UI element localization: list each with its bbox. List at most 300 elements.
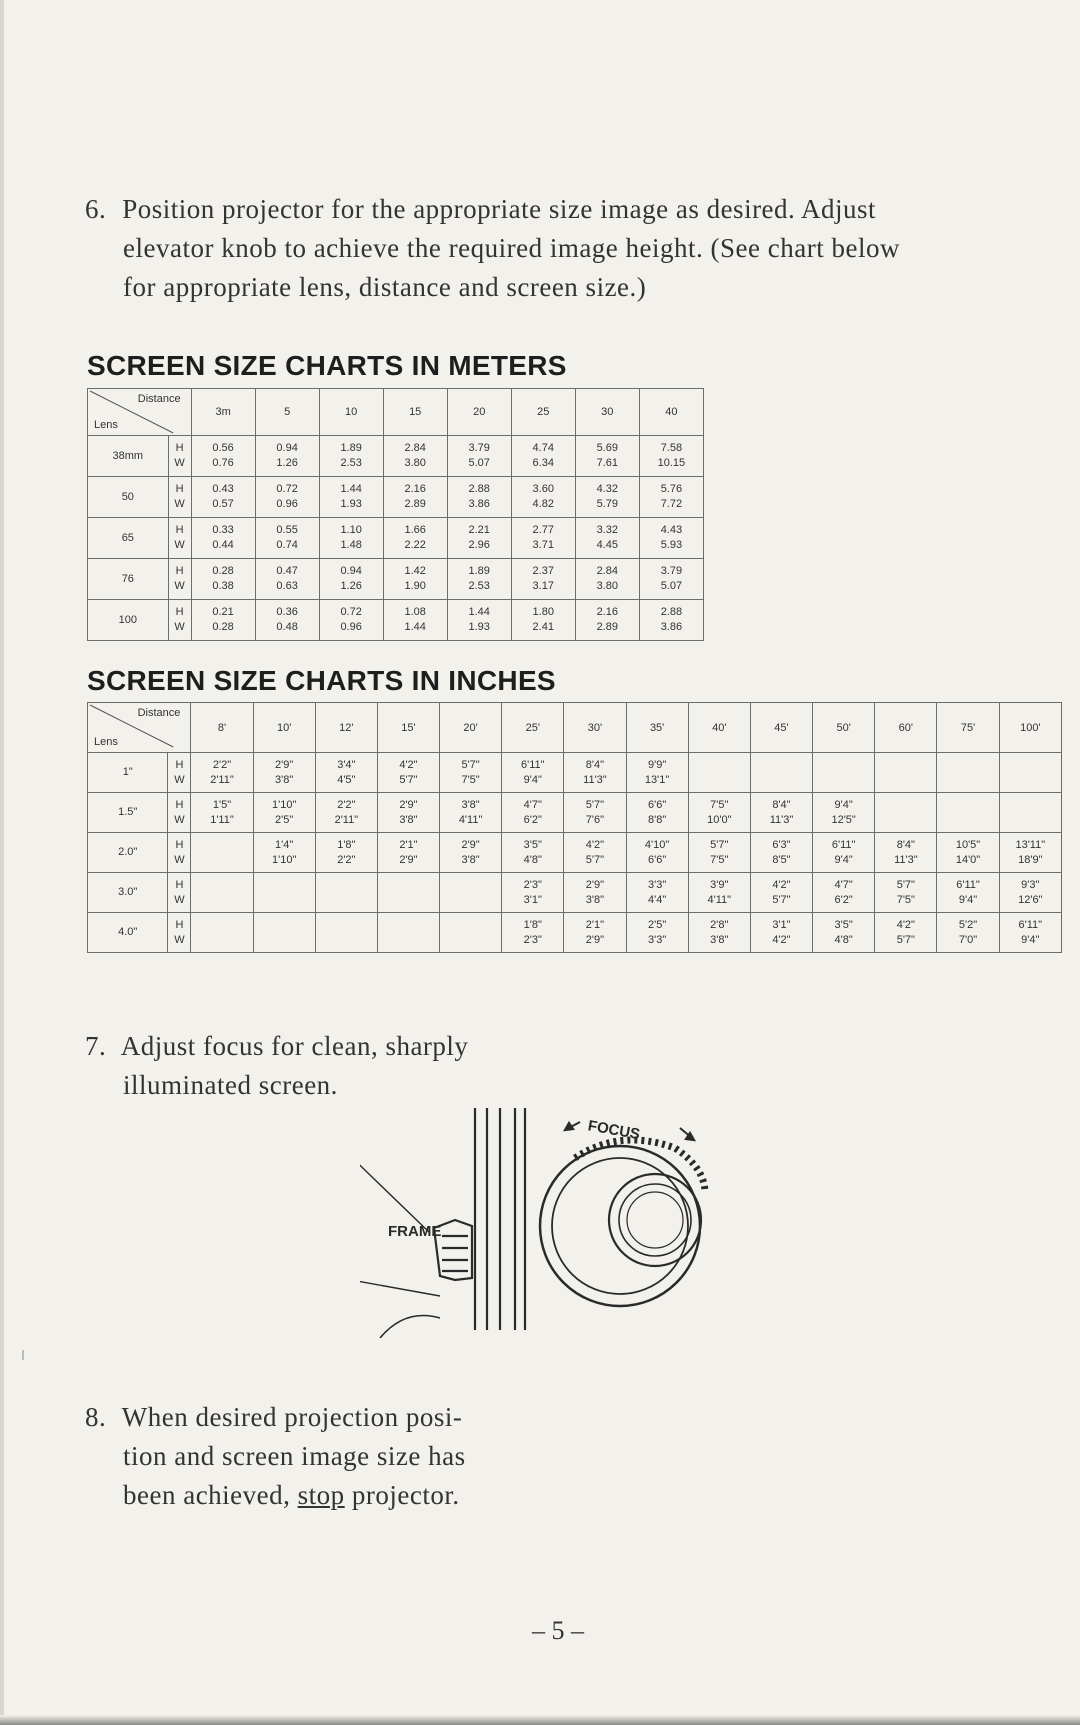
width-value: 12'6" xyxy=(1018,893,1043,906)
m-size-cell xyxy=(639,559,703,600)
step-6-number: 6. xyxy=(85,194,107,224)
m-size-cell xyxy=(255,477,319,518)
m-size-cell xyxy=(319,559,383,600)
width-value: 2'2" xyxy=(337,853,356,866)
i-size-cell xyxy=(750,793,812,833)
height-value: 2'9" xyxy=(399,798,418,811)
height-value: 2'3" xyxy=(523,878,542,891)
width-value: 5.93 xyxy=(660,539,683,551)
i-size-cell xyxy=(688,753,750,793)
i-size-cell xyxy=(502,833,564,873)
width-value: 1.44 xyxy=(404,621,426,633)
m-lens-label: 65 xyxy=(88,518,169,559)
width-marker: W xyxy=(174,773,185,786)
step-7-line-1 xyxy=(85,1027,585,1066)
width-value: 0.57 xyxy=(212,498,234,510)
i-lens-row xyxy=(88,873,1062,913)
m-hw-markers xyxy=(168,559,191,600)
margin-mark xyxy=(22,1350,24,1360)
height-value: 2.84 xyxy=(404,442,426,454)
height-value: 2'9" xyxy=(461,838,480,851)
height-value: 4'7" xyxy=(834,878,853,891)
i-size-cell xyxy=(564,913,626,953)
m-size-cell xyxy=(255,518,319,559)
m-size-cell xyxy=(319,436,383,477)
width-marker: W xyxy=(174,893,185,906)
width-value: 1.93 xyxy=(340,498,362,510)
width-value: 4.45 xyxy=(596,539,618,551)
height-value: 0.21 xyxy=(212,606,234,618)
width-value: 3.86 xyxy=(468,498,490,510)
height-value: 6'11" xyxy=(1018,918,1043,931)
height-value: 0.72 xyxy=(276,483,298,495)
i-size-cell xyxy=(750,913,812,953)
width-value: 5'7" xyxy=(585,853,605,866)
height-value: 1'4" xyxy=(275,838,294,851)
width-value: 6'2" xyxy=(834,893,853,906)
height-value: 1'10" xyxy=(271,798,297,811)
i-distance-header: 30' xyxy=(564,703,626,753)
i-size-cell xyxy=(813,873,875,913)
i-lens-row xyxy=(88,913,1062,953)
m-size-cell xyxy=(447,518,511,559)
height-value: 1.10 xyxy=(340,524,362,536)
i-size-cell xyxy=(999,873,1061,913)
m-hw-markers xyxy=(168,477,191,518)
height-value: 0.94 xyxy=(340,565,362,577)
m-corner-lens-label: Lens xyxy=(94,419,118,431)
height-value: 1.08 xyxy=(404,606,426,618)
m-distance-header: 15 xyxy=(383,389,447,436)
height-value: 2.37 xyxy=(532,565,554,577)
height-value: 7.58 xyxy=(660,442,683,454)
height-marker: H xyxy=(175,758,184,771)
i-distance-header: 20' xyxy=(440,703,502,753)
height-value: 3'9" xyxy=(710,878,729,891)
height-value: 3'5" xyxy=(834,918,853,931)
height-value: 2'2" xyxy=(212,758,232,771)
m-size-cell xyxy=(383,477,447,518)
height-value: 7'5" xyxy=(710,798,729,811)
m-size-cell xyxy=(575,559,639,600)
height-value: 0.47 xyxy=(276,565,298,577)
i-size-cell xyxy=(937,873,999,913)
height-value: 3.79 xyxy=(468,442,490,454)
i-size-cell xyxy=(626,793,688,833)
i-size-cell xyxy=(191,753,253,793)
i-size-cell xyxy=(750,833,812,873)
height-value: 1'5" xyxy=(212,798,232,811)
m-distance-header: 5 xyxy=(255,389,319,436)
i-size-cell xyxy=(688,913,750,953)
i-size-cell xyxy=(813,913,875,953)
m-size-cell xyxy=(575,600,639,641)
height-value: 5'7" xyxy=(710,838,729,851)
step-6-instructions xyxy=(85,190,1045,307)
height-value: 3.32 xyxy=(596,524,618,536)
i-hw-markers xyxy=(168,873,191,913)
width-value: 3'8" xyxy=(275,773,294,786)
m-lens-label: 76 xyxy=(88,559,169,600)
height-value: 6'11" xyxy=(831,838,856,851)
i-size-cell xyxy=(937,753,999,793)
width-value: 9'4" xyxy=(1021,933,1040,946)
step-7-instructions xyxy=(85,1027,585,1105)
width-value: 2.22 xyxy=(404,539,426,551)
i-size-cell xyxy=(191,793,253,833)
width-value: 0.63 xyxy=(276,580,298,592)
m-distance-header: 25 xyxy=(511,389,575,436)
height-value: 1.89 xyxy=(340,442,362,454)
m-lens-label: 38mm xyxy=(88,436,169,477)
height-value: 6'3" xyxy=(772,838,791,851)
i-size-cell xyxy=(191,913,253,953)
page-edge xyxy=(0,0,4,1725)
stop-emphasis: stop xyxy=(297,1480,345,1510)
height-value: 4'2" xyxy=(896,918,915,931)
m-size-cell xyxy=(447,436,511,477)
height-value: 8'4" xyxy=(896,838,915,851)
i-lens-row xyxy=(88,793,1062,833)
i-size-cell xyxy=(937,793,999,833)
m-size-cell xyxy=(575,436,639,477)
width-marker: W xyxy=(174,853,185,866)
height-value: 2.21 xyxy=(468,524,490,536)
i-distance-header: 45' xyxy=(750,703,812,753)
height-value: 2.88 xyxy=(660,606,683,618)
i-size-cell xyxy=(440,753,502,793)
step-8-number: 8. xyxy=(85,1402,107,1432)
i-lens-label: 3.0" xyxy=(88,873,168,913)
height-value: 1.42 xyxy=(404,565,426,577)
m-size-cell xyxy=(383,518,447,559)
width-value: 3.80 xyxy=(404,457,426,469)
i-size-cell xyxy=(191,873,253,913)
width-value: 11'3" xyxy=(769,813,794,826)
i-size-cell xyxy=(440,873,502,913)
width-value: 1.93 xyxy=(468,621,490,633)
height-value: 0.33 xyxy=(212,524,234,536)
width-value: 10.15 xyxy=(657,457,686,469)
height-marker: H xyxy=(175,878,184,891)
height-value: 3'8" xyxy=(461,798,480,811)
width-value: 4.82 xyxy=(532,498,554,510)
height-value: 0.55 xyxy=(276,524,298,536)
m-size-cell xyxy=(383,559,447,600)
width-value: 5'7" xyxy=(896,933,915,946)
i-size-cell xyxy=(440,913,502,953)
i-size-cell xyxy=(315,753,377,793)
i-size-cell xyxy=(999,913,1061,953)
width-value: 0.44 xyxy=(212,539,234,551)
meters-size-table xyxy=(87,388,704,641)
i-lens-label: 1" xyxy=(88,753,168,793)
width-value: 4'11" xyxy=(707,893,732,906)
m-size-cell xyxy=(447,559,511,600)
height-value: 1.66 xyxy=(404,524,426,536)
i-distance-header: 8' xyxy=(191,703,253,753)
width-value: 0.74 xyxy=(276,539,298,551)
i-size-cell xyxy=(253,873,315,913)
width-value: 3'8" xyxy=(399,813,418,826)
height-marker: H xyxy=(175,606,184,618)
width-value: 7.61 xyxy=(596,457,618,469)
height-value: 1.44 xyxy=(468,606,490,618)
i-size-cell xyxy=(440,793,502,833)
width-value: 0.48 xyxy=(276,621,298,633)
m-distance-header: 20 xyxy=(447,389,511,436)
height-value: 8'4" xyxy=(772,798,791,811)
i-distance-header: 10' xyxy=(253,703,315,753)
i-size-cell xyxy=(315,833,377,873)
m-hw-markers xyxy=(168,600,191,641)
width-value: 2'9" xyxy=(399,853,418,866)
i-corner-distance-label: Distance xyxy=(137,707,181,719)
i-size-cell xyxy=(813,753,875,793)
m-corner-distance-label: Distance xyxy=(137,393,181,405)
focus-knob-illustration xyxy=(360,1108,770,1338)
width-value: 1.48 xyxy=(340,539,362,551)
i-corner-lens-label: Lens xyxy=(94,736,118,748)
height-value: 4'2" xyxy=(399,758,418,771)
width-value: 5.07 xyxy=(660,580,683,592)
m-hw-markers xyxy=(168,436,191,477)
height-value: 4'7" xyxy=(523,798,542,811)
i-size-cell xyxy=(564,873,626,913)
i-size-cell xyxy=(253,793,315,833)
height-value: 9'9" xyxy=(647,758,667,771)
width-value: 8'8" xyxy=(647,813,667,826)
page-bottom-edge xyxy=(0,1715,1080,1725)
inches-size-table xyxy=(87,702,1062,953)
height-value: 1.44 xyxy=(340,483,362,495)
step-8-text-1: When desired projection posi- xyxy=(121,1402,463,1432)
i-distance-header: 50' xyxy=(813,703,875,753)
width-value: 4'11" xyxy=(458,813,483,826)
i-size-cell xyxy=(502,873,564,913)
width-value: 12'5" xyxy=(831,813,856,826)
width-value: 7'5" xyxy=(461,773,480,786)
i-size-cell xyxy=(253,753,315,793)
i-size-cell xyxy=(626,833,688,873)
i-size-cell xyxy=(253,913,315,953)
i-size-cell xyxy=(688,873,750,913)
width-value: 9'4" xyxy=(523,773,542,786)
width-value: 4'5" xyxy=(337,773,356,786)
width-value: 14'0" xyxy=(955,853,981,866)
width-value: 9'4" xyxy=(834,853,853,866)
height-value: 10'5" xyxy=(955,838,981,851)
width-value: 2'9" xyxy=(585,933,605,946)
height-marker: H xyxy=(175,483,184,495)
height-value: 0.72 xyxy=(340,606,362,618)
i-hw-markers xyxy=(168,753,191,793)
width-value: 3'8" xyxy=(461,853,480,866)
height-value: 2'5" xyxy=(647,918,667,931)
width-value: 4'4" xyxy=(647,893,667,906)
i-size-cell xyxy=(750,873,812,913)
focus-label: FOCUS xyxy=(586,1117,642,1144)
width-value: 3'8" xyxy=(710,933,729,946)
height-value: 5'7" xyxy=(896,878,915,891)
i-distance-header: 12' xyxy=(315,703,377,753)
step-8-line-3 xyxy=(85,1476,565,1515)
width-value: 7'5" xyxy=(896,893,915,906)
height-value: 4.32 xyxy=(596,483,618,495)
i-size-cell xyxy=(937,833,999,873)
m-size-cell xyxy=(639,436,703,477)
m-size-cell xyxy=(575,518,639,559)
i-size-cell xyxy=(626,873,688,913)
m-size-cell xyxy=(639,600,703,641)
height-value: 2.84 xyxy=(596,565,618,577)
i-size-cell xyxy=(564,753,626,793)
m-size-cell xyxy=(447,600,511,641)
width-value: 0.28 xyxy=(212,621,234,633)
width-marker: W xyxy=(174,580,185,592)
i-size-cell xyxy=(875,753,937,793)
m-lens-label: 100 xyxy=(88,600,169,641)
m-hw-markers xyxy=(168,518,191,559)
i-size-cell xyxy=(937,913,999,953)
i-size-cell xyxy=(688,833,750,873)
i-size-cell xyxy=(315,793,377,833)
height-value: 6'11" xyxy=(956,878,980,891)
width-value: 11'3" xyxy=(583,773,607,786)
width-value: 4'2" xyxy=(772,933,791,946)
m-distance-header: 3m xyxy=(191,389,255,436)
step-6-line-3: for appropriate lens, distance and screen size.) xyxy=(123,272,647,302)
height-value: 2.16 xyxy=(596,606,618,618)
width-value: 5'7" xyxy=(399,773,418,786)
i-size-cell xyxy=(813,833,875,873)
height-value: 5.76 xyxy=(660,483,683,495)
width-value: 7'5" xyxy=(710,853,729,866)
height-value: 3'5" xyxy=(523,838,542,851)
i-size-cell xyxy=(253,833,315,873)
m-size-cell xyxy=(511,518,575,559)
m-distance-header: 40 xyxy=(639,389,703,436)
i-hw-markers xyxy=(168,833,191,873)
m-size-cell xyxy=(511,559,575,600)
step-7-number: 7. xyxy=(85,1031,107,1061)
m-size-cell xyxy=(511,477,575,518)
inches-chart-title: SCREEN SIZE CHARTS IN INCHES xyxy=(87,665,556,696)
width-value: 5.79 xyxy=(596,498,618,510)
width-value: 6'2" xyxy=(523,813,542,826)
m-size-cell xyxy=(255,559,319,600)
width-value: 7'6" xyxy=(585,813,605,826)
inches-header-row xyxy=(88,703,1062,753)
width-value: 1.90 xyxy=(404,580,426,592)
width-value: 2'5" xyxy=(275,813,294,826)
width-value: 3.71 xyxy=(532,539,554,551)
m-distance-header: 30 xyxy=(575,389,639,436)
m-lens-row xyxy=(88,600,704,641)
height-value: 3.79 xyxy=(660,565,683,577)
height-marker: H xyxy=(175,918,184,931)
width-value: 9'4" xyxy=(958,893,978,906)
m-size-cell xyxy=(639,477,703,518)
m-size-cell xyxy=(191,518,255,559)
i-size-cell xyxy=(875,833,937,873)
step-6-text-1: Position projector for the appropriate size image as desired. Adjust xyxy=(122,194,877,224)
width-value: 11'3" xyxy=(894,853,918,866)
m-size-cell xyxy=(383,600,447,641)
step-8-line-1 xyxy=(85,1398,565,1437)
width-value: 3.17 xyxy=(532,580,554,592)
i-size-cell xyxy=(315,913,377,953)
width-value: 6'6" xyxy=(647,853,667,866)
i-size-cell xyxy=(875,873,937,913)
width-value: 2.96 xyxy=(468,539,490,551)
i-lens-label: 1.5" xyxy=(88,793,168,833)
height-value: 2'9" xyxy=(275,758,294,771)
height-value: 3'3" xyxy=(647,878,667,891)
height-value: 2'8" xyxy=(710,918,729,931)
i-size-cell xyxy=(999,833,1061,873)
m-lens-row xyxy=(88,559,704,600)
m-size-cell xyxy=(447,477,511,518)
m-size-cell xyxy=(511,600,575,641)
m-size-cell xyxy=(319,600,383,641)
height-value: 5'2" xyxy=(958,918,978,931)
m-lens-row xyxy=(88,518,704,559)
meters-table-body xyxy=(88,436,704,641)
height-value: 3.60 xyxy=(532,483,554,495)
width-value: 1'10" xyxy=(271,853,297,866)
i-size-cell xyxy=(191,833,253,873)
height-value: 0.43 xyxy=(212,483,234,495)
width-value: 0.96 xyxy=(340,621,362,633)
width-value: 5.07 xyxy=(468,457,490,469)
height-value: 4'10" xyxy=(644,838,670,851)
width-value: 0.96 xyxy=(276,498,298,510)
width-value: 13'1" xyxy=(644,773,670,786)
m-lens-label: 50 xyxy=(88,477,169,518)
width-value: 1.26 xyxy=(340,580,362,592)
height-value: 5'7" xyxy=(585,798,605,811)
height-value: 0.36 xyxy=(276,606,298,618)
width-value: 18'9" xyxy=(1018,853,1043,866)
i-size-cell xyxy=(377,873,439,913)
m-size-cell xyxy=(639,518,703,559)
i-size-cell xyxy=(564,833,626,873)
page-number: – 5 – xyxy=(532,1616,584,1645)
m-size-cell xyxy=(575,477,639,518)
m-size-cell xyxy=(319,477,383,518)
i-distance-header: 60' xyxy=(875,703,937,753)
width-value: 0.76 xyxy=(212,457,234,469)
width-value: 2'11" xyxy=(334,813,359,826)
i-size-cell xyxy=(999,753,1061,793)
height-value: 4.43 xyxy=(660,524,683,536)
i-size-cell xyxy=(377,793,439,833)
width-marker: W xyxy=(174,457,185,469)
i-lens-label: 2.0" xyxy=(88,833,168,873)
i-size-cell xyxy=(315,873,377,913)
height-marker: H xyxy=(175,565,184,577)
height-value: 0.94 xyxy=(276,442,298,454)
height-marker: H xyxy=(175,442,184,454)
width-value: 3'3" xyxy=(647,933,667,946)
step-6-line-2: elevator knob to achieve the required image height. (See chart below xyxy=(123,233,900,263)
i-size-cell xyxy=(377,753,439,793)
i-size-cell xyxy=(875,913,937,953)
i-size-cell xyxy=(999,793,1061,833)
width-value: 2.89 xyxy=(404,498,426,510)
height-value: 5.69 xyxy=(596,442,618,454)
